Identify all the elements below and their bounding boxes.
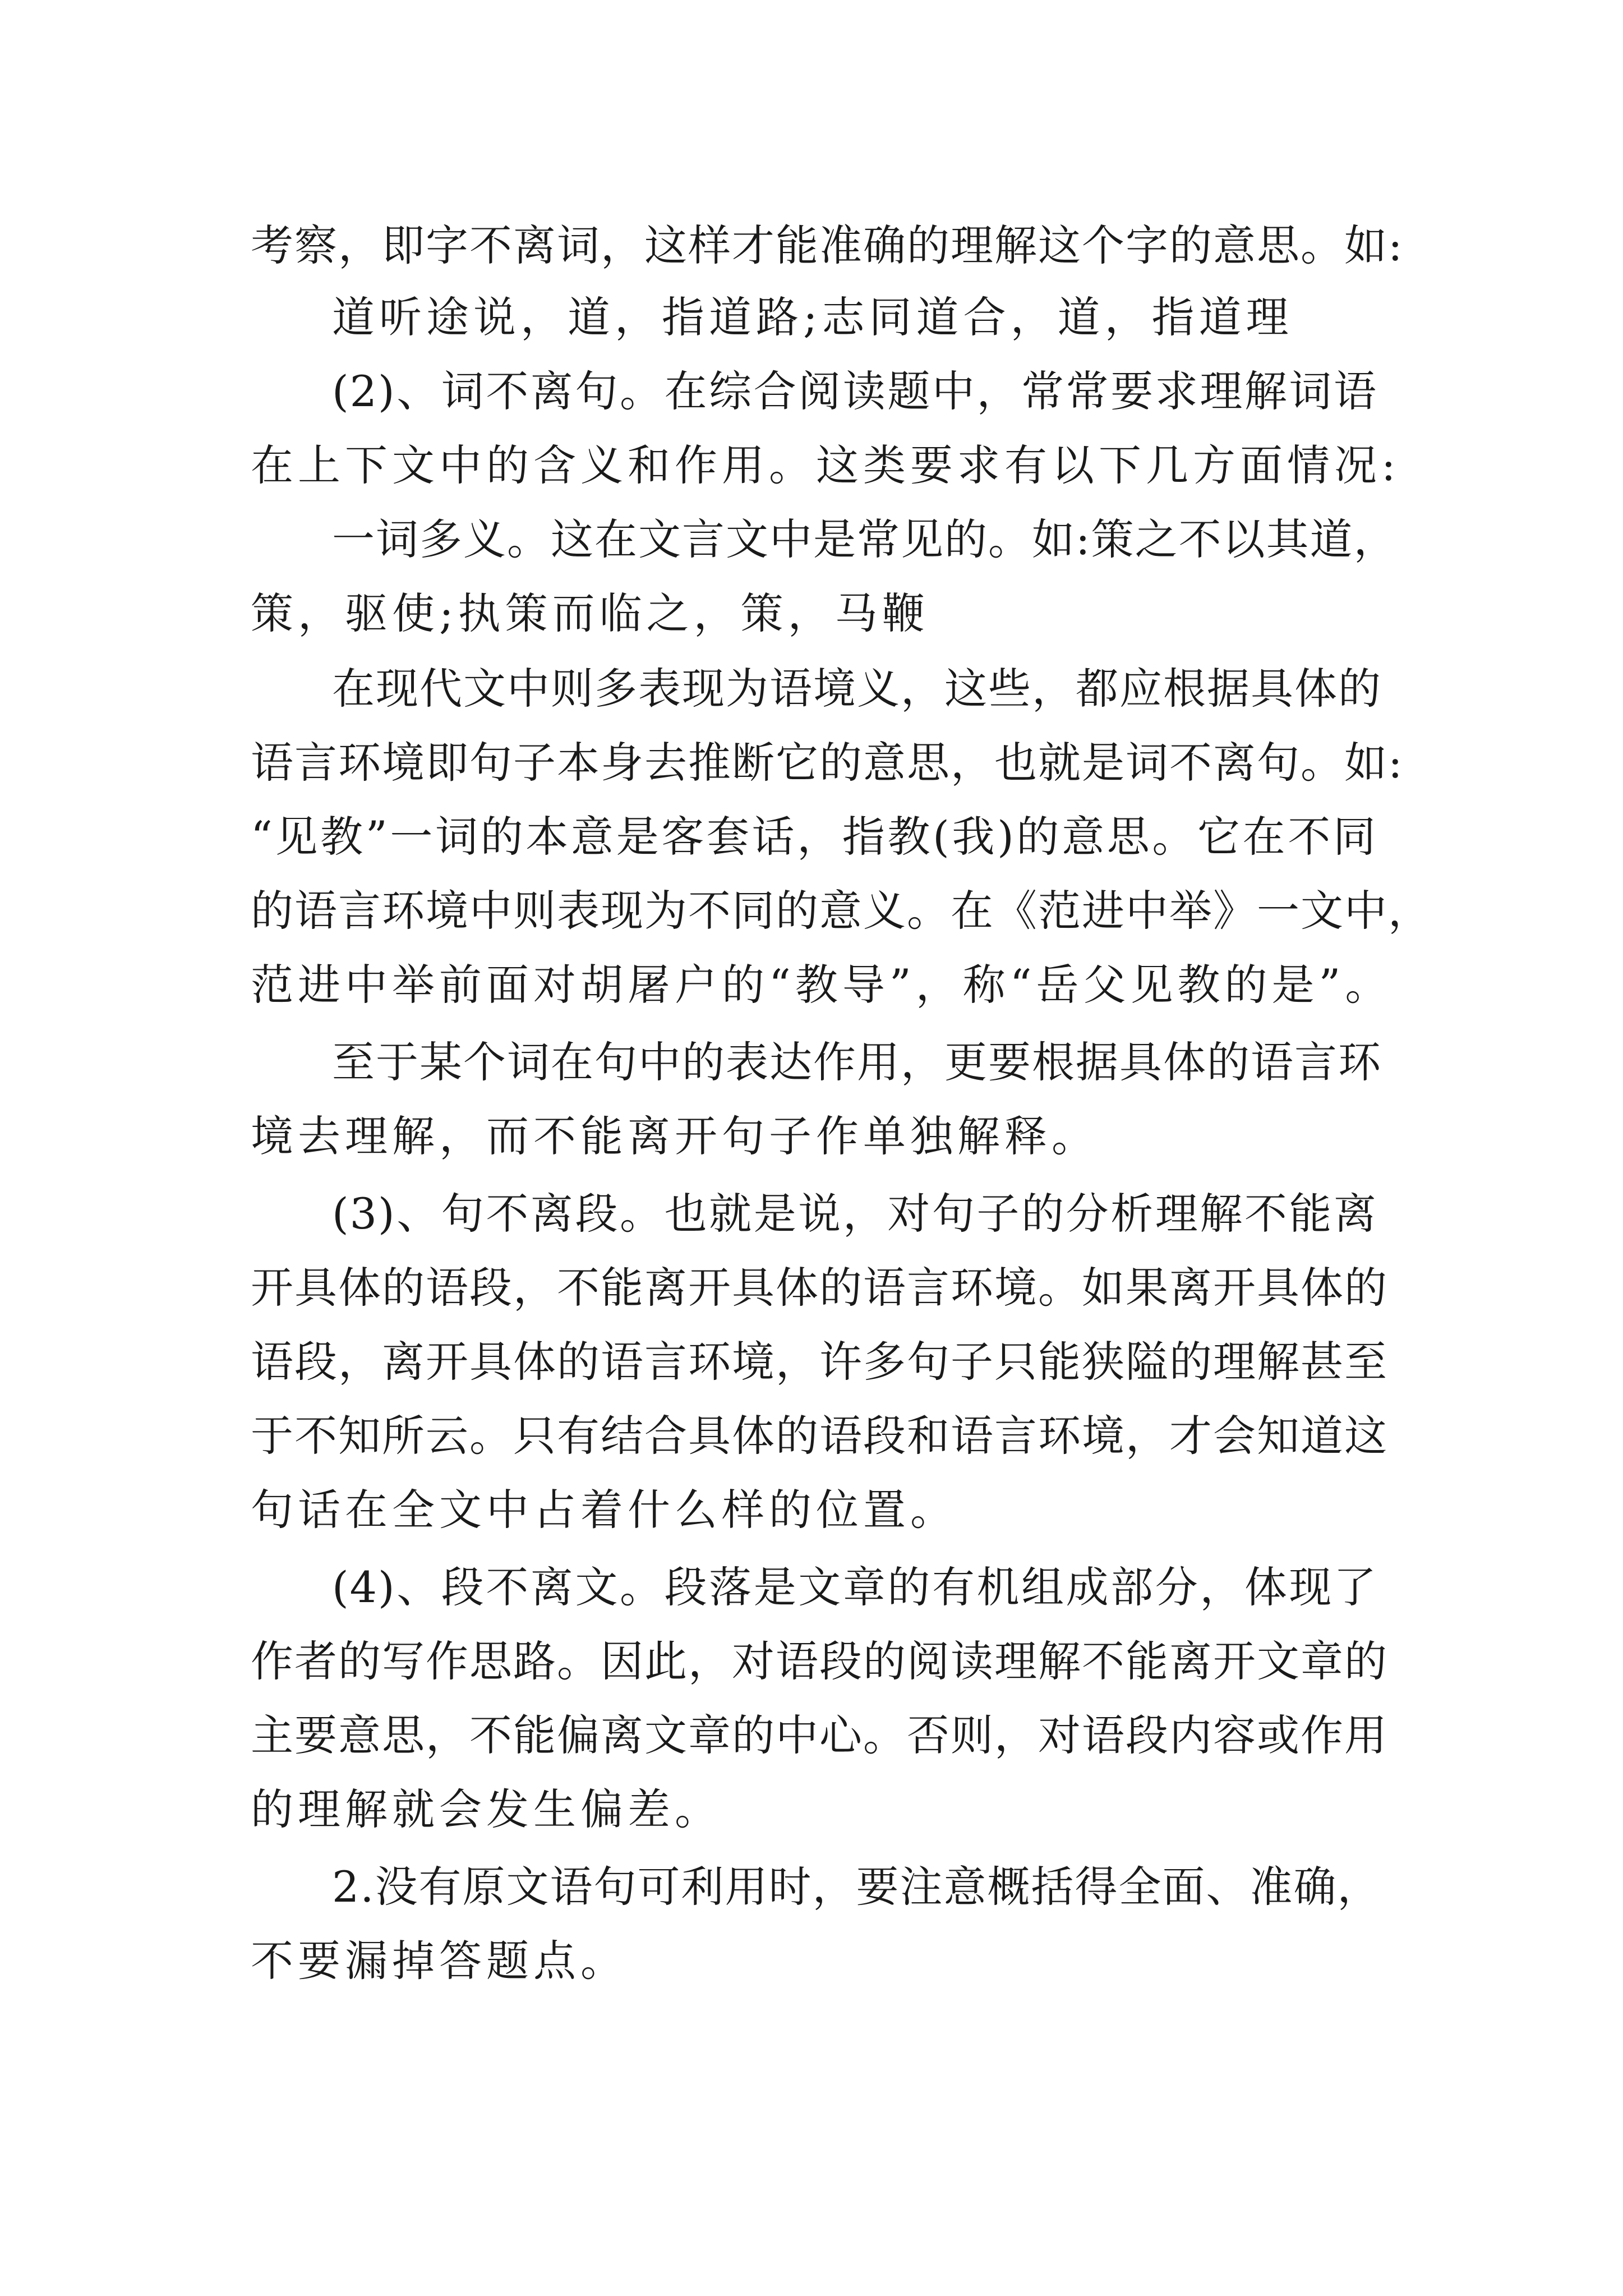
text-line-14: (3)、句不离段。也就是说，对句子的分析理解不能离 [332,1189,1377,1239]
text-line-15: 开具体的语段，不能离开具体的语言环境。如果离开具体的 [251,1263,1388,1313]
text-line-16: 语段，离开具体的语言环境，许多句子只能狭隘的理解甚至 [251,1337,1388,1387]
text-line-1: 考察，即字不离词，这样才能准确的理解这个字的意思。如: [251,220,1404,270]
text-line-4: 在上下文中的含义和作用。这类要求有以下几方面情况: [251,440,1400,490]
text-line-3: (2)、词不离句。在综合阅读题中，常常要求理解词语 [332,366,1377,416]
text-line-23: 2.没有原文语句可利用时，要注意概括得全面、准确， [332,1862,1381,1912]
text-line-17: 于不知所云。只有结合具体的语段和语言环境，才会知道这 [251,1411,1388,1461]
text-line-10: 的语言环境中则表现为不同的意义。在《范进中举》一文中， [251,886,1432,936]
text-line-24: 不要漏掉答题点。 [251,1936,628,1986]
text-line-6: 策，驱使;执策而临之，策，马鞭 [251,588,929,638]
text-line-2: 道听途说，道，指道路;志同道合，道，指道理 [332,292,1293,342]
text-line-18: 句话在全文中占着什么样的位置。 [251,1485,957,1535]
text-line-12: 至于某个词在句中的表达作用，更要根据具体的语言环 [332,1037,1382,1087]
text-line-7: 在现代文中则多表现为语境义，这些，都应根据具体的 [332,664,1382,714]
text-line-21: 主要意思，不能偏离文章的中心。否则，对语段内容或作用 [251,1710,1388,1760]
text-line-19: (4)、段不离文。段落是文章的有机组成部分，体现了 [332,1562,1377,1612]
text-line-5: 一词多义。这在文言文中是常见的。如:策之不以其道， [332,514,1398,564]
text-line-9: “见教”一词的本意是客套话，指教(我)的意思。它在不同 [251,812,1377,862]
text-line-20: 作者的写作思路。因此，对语段的阅读理解不能离开文章的 [251,1636,1388,1686]
text-line-11: 范进中举前面对胡屠户的“教导”，称“岳父见教的是”。 [251,960,1393,1010]
text-line-8: 语言环境即句子本身去推断它的意思，也就是词不离句。如: [251,738,1404,788]
text-line-22: 的理解就会发生偏差。 [251,1784,722,1834]
text-line-13: 境去理解，而不能离开句子作单独解释。 [251,1111,1099,1161]
